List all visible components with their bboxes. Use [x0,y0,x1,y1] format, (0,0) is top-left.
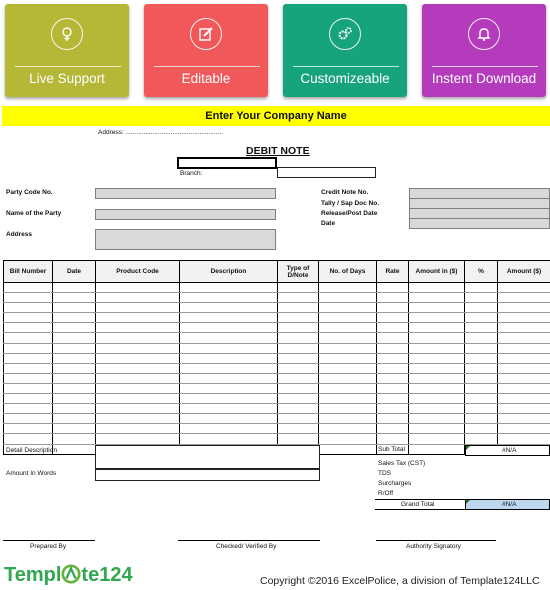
table-cell[interactable] [319,444,377,454]
table-cell[interactable] [278,323,319,333]
surcharges-label: Surcharges [378,480,412,487]
items-table [3,260,550,455]
table-cell[interactable] [319,353,377,363]
table-cell[interactable] [498,383,550,393]
grand-total-value: #N/A [502,501,517,508]
address-field[interactable] [95,229,276,250]
table-cell[interactable] [96,343,180,353]
table-row [4,404,550,414]
title-input-box[interactable] [177,157,277,169]
signature-line [3,540,95,541]
table-row [4,414,550,424]
table-cell[interactable] [278,404,319,414]
table-cell[interactable] [278,343,319,353]
table-cell[interactable] [319,383,377,393]
table-cell[interactable] [96,424,180,434]
credit-note-label: Credit Note No. [321,189,369,196]
table-cell[interactable] [465,303,498,313]
table-cell[interactable] [498,293,550,303]
table-cell[interactable] [278,353,319,363]
table-cell[interactable] [180,434,278,444]
table-cell[interactable] [180,343,278,353]
table-cell[interactable] [377,313,409,323]
table-cell[interactable] [53,394,96,404]
table-cell[interactable] [4,394,53,404]
table-cell[interactable] [498,343,550,353]
table-cell[interactable] [377,414,409,424]
table-cell[interactable] [53,434,96,444]
table-cell[interactable] [278,293,319,303]
table-cell[interactable] [409,383,465,393]
table-cell[interactable] [498,373,550,383]
document-title: DEBIT NOTE [246,145,310,157]
table-cell[interactable] [465,434,498,444]
table-row [4,353,550,363]
table-cell[interactable] [96,373,180,383]
table-cell[interactable] [96,283,180,293]
table-cell[interactable] [4,363,53,373]
gears-icon [329,18,361,50]
table-row [4,323,550,333]
table-cell[interactable] [4,373,53,383]
table-cell[interactable] [498,424,550,434]
table-cell[interactable] [180,313,278,323]
tile-label: Instent Download [431,71,537,86]
table-cell[interactable] [319,323,377,333]
bell-icon [468,18,500,50]
table-cell[interactable] [465,383,498,393]
table-cell[interactable] [465,283,498,293]
table-cell[interactable] [96,293,180,303]
table-cell[interactable] [465,394,498,404]
authority-signatory-label: Authority Signatory [406,543,461,550]
table-cell[interactable] [96,394,180,404]
table-cell[interactable] [180,323,278,333]
table-cell[interactable] [180,414,278,424]
detail-description-field[interactable] [95,445,320,469]
branch-label: Branch: [180,170,203,177]
grand-total-value-box[interactable] [465,499,550,510]
table-cell[interactable] [377,343,409,353]
table-cell[interactable] [53,414,96,424]
column-header: Type of D/Note [278,261,319,283]
tile-label: Customizeable [300,71,390,86]
release-date-label: Release/Post Date [321,210,378,217]
table-cell[interactable] [319,404,377,414]
table-cell[interactable] [409,414,465,424]
table-cell[interactable] [278,394,319,404]
table-cell[interactable] [465,414,498,424]
table-cell[interactable] [409,313,465,323]
table-cell[interactable] [4,293,53,303]
table-cell[interactable] [53,303,96,313]
table-cell[interactable] [498,303,550,313]
table-cell[interactable] [96,363,180,373]
table-cell[interactable] [4,343,53,353]
table-cell[interactable] [180,283,278,293]
column-header: % [465,261,498,283]
table-row [4,424,550,434]
signature-line [178,540,320,541]
table-cell[interactable] [96,353,180,363]
table-cell[interactable] [377,323,409,333]
table-cell[interactable] [53,293,96,303]
table-cell[interactable] [96,323,180,333]
table-cell[interactable] [53,444,96,454]
table-cell[interactable] [377,293,409,303]
prepared-by-label: Prepared By [30,543,67,550]
table-cell[interactable] [465,353,498,363]
table-row [4,394,550,404]
column-header: Bill Number [4,261,53,283]
party-code-field[interactable] [95,188,276,199]
table-cell[interactable] [180,394,278,404]
table-row [4,373,550,383]
table-row [4,363,550,373]
table-cell[interactable] [465,373,498,383]
roff-label: R/Off [378,490,394,497]
template124-logo: Templ te124 [4,564,133,586]
table-cell[interactable] [465,313,498,323]
party-code-label: Party Code No. [6,189,53,196]
table-cell[interactable] [180,373,278,383]
table-cell[interactable] [53,323,96,333]
table-cell[interactable] [180,383,278,393]
table-cell[interactable] [498,414,550,424]
table-cell[interactable] [409,293,465,303]
table-cell[interactable] [409,283,465,293]
sub-total-label: Sub Total [378,446,405,453]
table-cell[interactable] [319,363,377,373]
table-cell[interactable] [4,323,53,333]
column-header: Description [180,261,278,283]
table-cell[interactable] [4,303,53,313]
table-cell[interactable] [465,333,498,343]
table-cell[interactable] [180,424,278,434]
table-cell[interactable] [53,404,96,414]
party-name-field[interactable] [95,209,276,220]
logo-a-icon [61,564,81,584]
sales-tax-label: Sales Tax (CST) [378,460,426,467]
instant-download-tile[interactable] [422,4,546,97]
column-header: Product Code [96,261,180,283]
table-cell[interactable] [96,383,180,393]
branch-field[interactable] [277,167,376,178]
amount-words-label: Amount In Words [6,470,57,477]
table-cell[interactable] [180,353,278,363]
table-cell[interactable] [409,394,465,404]
table-cell[interactable] [53,313,96,323]
table-cell[interactable] [278,303,319,313]
table-cell[interactable] [96,414,180,424]
table-cell[interactable] [96,313,180,323]
table-row [4,313,550,323]
live-support-tile[interactable] [5,4,129,97]
feature-banner [0,0,550,104]
table-cell[interactable] [53,333,96,343]
table-cell[interactable] [319,333,377,343]
table-cell[interactable] [377,383,409,393]
table-cell[interactable] [409,363,465,373]
table-cell[interactable] [4,434,53,444]
tally-doc-label: Tally / Sap Doc No. [321,200,380,207]
table-cell[interactable] [53,343,96,353]
date-field[interactable] [409,218,550,229]
table-cell[interactable] [465,323,498,333]
sub-total-value: #N/A [502,447,517,454]
table-cell[interactable] [409,434,465,444]
table-cell[interactable] [465,363,498,373]
table-cell[interactable] [409,303,465,313]
detail-description-label: Detail Description [6,447,57,454]
column-header: Date [53,261,96,283]
table-cell[interactable] [319,343,377,353]
table-cell[interactable] [409,323,465,333]
table-cell[interactable] [377,363,409,373]
table-cell[interactable] [4,283,53,293]
table-row [4,343,550,353]
table-cell[interactable] [498,394,550,404]
table-cell[interactable] [4,414,53,424]
signature-line [376,540,496,541]
table-cell[interactable] [319,394,377,404]
table-cell[interactable] [278,283,319,293]
error-marker [466,446,470,450]
lightbulb-icon [51,18,83,50]
table-cell[interactable] [319,373,377,383]
table-cell[interactable] [498,333,550,343]
table-cell[interactable] [319,414,377,424]
table-cell[interactable] [465,343,498,353]
table-cell[interactable] [409,343,465,353]
table-cell[interactable] [53,424,96,434]
table-cell[interactable] [96,333,180,343]
table-cell[interactable] [409,444,465,454]
table-cell[interactable] [180,303,278,313]
checked-by-label: Checked/ Verified By [216,543,277,550]
table-cell[interactable] [4,333,53,343]
table-cell[interactable] [409,424,465,434]
table-cell[interactable] [319,293,377,303]
table-cell[interactable] [180,333,278,343]
column-header: Rate [377,261,409,283]
table-cell[interactable] [465,404,498,414]
table-cell[interactable] [409,404,465,414]
table-cell[interactable] [498,283,550,293]
party-name-label: Name of the Party [6,210,62,217]
table-cell[interactable] [377,434,409,444]
table-cell[interactable] [498,434,550,444]
column-header: No. of Days [319,261,377,283]
table-cell[interactable] [409,333,465,343]
table-cell[interactable] [278,434,319,444]
table-row [4,293,550,303]
address-line: Address: ...................................................... [98,129,223,136]
table-cell[interactable] [96,303,180,313]
table-cell[interactable] [53,363,96,373]
table-cell[interactable] [319,303,377,313]
table-cell[interactable] [278,414,319,424]
column-header: Amount in ($) [409,261,465,283]
table-header-row [4,261,550,283]
table-cell[interactable] [53,373,96,383]
customizeable-tile[interactable] [283,4,407,97]
table-cell[interactable] [96,434,180,444]
table-cell[interactable] [4,383,53,393]
table-row [4,434,550,444]
table-cell[interactable] [278,383,319,393]
table-cell[interactable] [278,373,319,383]
table-cell[interactable] [319,424,377,434]
grand-total-row [375,499,550,510]
table-cell[interactable] [4,424,53,434]
table-cell[interactable] [180,404,278,414]
table-cell[interactable] [377,353,409,363]
table-cell[interactable] [278,313,319,323]
date-label: Date [321,220,336,227]
table-cell[interactable] [180,293,278,303]
table-cell[interactable] [498,323,550,333]
address-label: Address [6,231,33,238]
company-name[interactable]: Enter Your Company Name [2,106,550,126]
table-cell[interactable] [498,404,550,414]
table-cell[interactable] [465,293,498,303]
table-cell[interactable] [53,283,96,293]
table-cell[interactable] [278,363,319,373]
table-row [4,333,550,343]
table-cell[interactable] [180,363,278,373]
table-cell[interactable] [53,353,96,363]
table-cell[interactable] [498,363,550,373]
table-cell[interactable] [4,353,53,363]
table-row [4,303,550,313]
table-cell[interactable] [498,313,550,323]
table-cell[interactable] [319,434,377,444]
tile-label: Live Support [29,71,105,86]
table-cell[interactable] [319,283,377,293]
table-cell[interactable] [465,424,498,434]
table-row [4,283,550,293]
grand-total-label: Grand Total [401,501,435,508]
table-cell[interactable] [377,283,409,293]
table-cell[interactable] [4,404,53,414]
edit-icon [190,18,222,50]
table-cell[interactable] [377,303,409,313]
tile-label: Editable [181,71,231,86]
table-cell[interactable] [96,404,180,414]
editable-tile[interactable] [144,4,268,97]
tds-label: TDS [378,470,391,477]
table-cell[interactable] [377,394,409,404]
copyright-text: Copyright ©2016 ExcelPolice, a division of Template124LLC [260,575,540,587]
table-cell[interactable] [377,333,409,343]
column-header: Amount ($) [498,261,550,283]
table-cell[interactable] [278,333,319,343]
table-cell[interactable] [377,404,409,414]
table-cell[interactable] [319,313,377,323]
table-cell[interactable] [377,373,409,383]
error-marker [466,500,470,504]
table-row [4,383,550,393]
table-cell[interactable] [409,373,465,383]
table-cell[interactable] [4,313,53,323]
table-cell[interactable] [53,383,96,393]
table-cell[interactable] [278,424,319,434]
table-cell[interactable] [409,353,465,363]
table-cell[interactable] [498,353,550,363]
amount-words-field[interactable] [95,469,320,481]
sub-total-value-box[interactable] [465,445,550,456]
table-cell[interactable] [377,424,409,434]
